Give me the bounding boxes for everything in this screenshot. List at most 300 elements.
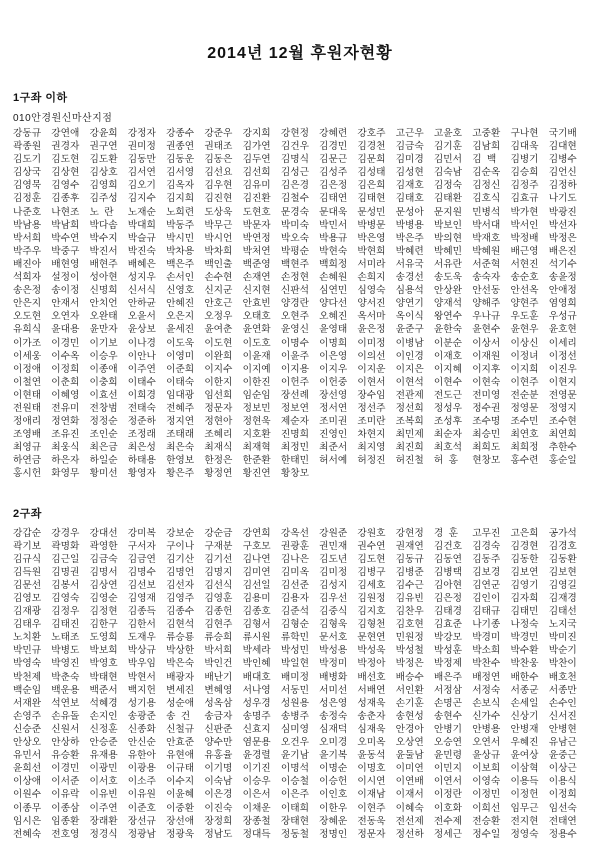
donor-name: 백운용 (51, 684, 80, 696)
donor-name: 진명희 (280, 429, 309, 441)
donor-name: 김옥자 (166, 180, 195, 192)
donor-name: 황미선 (89, 468, 118, 480)
donor-name: 구재분 (204, 540, 233, 552)
donor-name: 홍시헌 (13, 468, 42, 480)
donor-name: 김은경 (280, 180, 309, 192)
donor-name: 이상근 (548, 763, 577, 775)
donor-name: 곽기보 (13, 540, 42, 552)
donor-name: 김지수 (127, 193, 156, 205)
donor-name: 권경자 (51, 141, 80, 153)
donor-name: 김대욱 (510, 141, 539, 153)
donor-name: 이용식 (548, 776, 577, 788)
donor-name (510, 467, 548, 480)
donor-name: 유한아 (127, 750, 156, 762)
donor-name: 김재광 (13, 606, 42, 618)
donor-name: 노치환 (13, 632, 42, 644)
donor-name: 이헌주 (280, 376, 309, 388)
donor-name: 노희련 (166, 206, 195, 218)
donor-name: 류승희 (204, 632, 233, 644)
donor-name: 김동운 (166, 154, 195, 166)
donor-name: 이영미 (166, 350, 195, 362)
donor-name: 신지군 (204, 285, 233, 297)
donor-name: 이현석 (395, 376, 424, 388)
donor-name: 유승환 (51, 750, 80, 762)
donor-name: 왕연수 (433, 311, 462, 323)
donor-name: 김병준 (395, 566, 424, 578)
donor-name: 최은금 (89, 442, 118, 454)
donor-name: 윤중근 (548, 750, 577, 762)
donor-name: 윤호현 (548, 324, 577, 336)
donor-name: 박중구 (51, 245, 80, 257)
donor-name: 류승룡 (166, 632, 195, 644)
donor-name: 이용득 (510, 776, 539, 788)
donor-name: 김은정 (433, 593, 462, 604)
donor-name: 구서자 (127, 540, 156, 552)
donor-name: 박진숙 (127, 245, 156, 257)
donor-name: 최정민 (280, 442, 309, 454)
donor-name: 윤기남 (280, 750, 309, 762)
donor-name: 조미란 (357, 416, 386, 428)
donor-name: 안병재 (510, 723, 539, 735)
donor-name: 이주연 (127, 363, 156, 375)
donor-name: 김유미 (242, 180, 271, 192)
donor-name: 김종수 (166, 606, 195, 618)
donor-name: 임시은 (13, 815, 42, 827)
donor-name: 박차희 (204, 245, 233, 257)
donor-name: 이태숙 (166, 376, 195, 388)
donor-name: 신상기 (510, 710, 539, 722)
donor-name: 윤연화 (242, 324, 271, 336)
donor-name: 김영훈 (204, 593, 233, 604)
donor-name: 김영숙 (51, 593, 80, 604)
donor-name: 박일현 (280, 658, 309, 670)
donor-name: 박찬이 (548, 658, 577, 670)
donor-name: 정현아 (204, 416, 233, 428)
donor-name: 고윤호 (433, 128, 462, 139)
donor-name: 김경숙 (472, 540, 501, 552)
donor-name: 허 홍 (433, 455, 459, 467)
donor-name: 박성욱 (357, 645, 386, 657)
donor-name: 이기보 (89, 337, 118, 349)
donor-name: 김서연 (127, 167, 156, 179)
donor-name: 신지현 (242, 285, 271, 297)
donor-name: 유홍율 (204, 750, 233, 762)
donor-name: 전원태 (13, 402, 42, 414)
donor-name: 박현서 (127, 671, 156, 683)
donor-name: 김형천 (357, 619, 386, 631)
donor-name: 신승준 (13, 723, 42, 735)
donor-name: 전순분 (510, 389, 539, 401)
donor-name: 이승철 (280, 776, 309, 788)
donor-name: 강정자 (127, 128, 156, 139)
donor-name: 양해주 (472, 298, 501, 310)
donor-name: 윤여상 (510, 750, 539, 762)
donor-name: 강연희 (242, 527, 271, 539)
donor-name: 염영희 (548, 298, 577, 310)
donor-name: 손수인 (548, 697, 577, 709)
donor-name: 박춘숙 (51, 671, 80, 683)
donor-name: 안신순 (127, 737, 156, 749)
donor-name: 배혜은 (127, 258, 156, 270)
donor-name: 박의현 (433, 232, 462, 244)
donor-name (319, 467, 357, 480)
donor-name: 박성철 (395, 645, 424, 657)
donor-name: 신종화 (127, 723, 156, 735)
donor-name: 도현호 (242, 206, 271, 218)
donor-name: 김동연 (433, 553, 462, 565)
donor-name: 박인혜 (242, 658, 271, 670)
donor-name: 서유국 (395, 258, 424, 270)
donor-name: 신정훈 (89, 723, 118, 735)
donor-name: 김득원 (13, 566, 42, 578)
donor-name: 윤동석 (357, 750, 386, 762)
donor-name: 권미정 (127, 141, 156, 153)
donor-name: 배현영 (51, 258, 80, 270)
donor-name: 염문용 (242, 737, 271, 749)
donor-name: 이은서 (242, 789, 271, 801)
donor-name: 최희정 (510, 442, 539, 454)
donor-name (434, 467, 472, 480)
donor-name: 허진철 (395, 455, 424, 467)
donor-name: 김상호 (89, 167, 118, 179)
donor-name: 정애리 (13, 416, 42, 428)
donor-name: 조복희 (395, 416, 424, 428)
section2-header: 2구좌 (13, 507, 42, 520)
donor-name: 나준호 (13, 206, 42, 218)
donor-name: 김영주 (166, 593, 195, 604)
donor-name: 김태민 (510, 606, 539, 618)
donor-name: 심재욱 (357, 723, 386, 735)
donor-name: 김병수 (548, 154, 577, 166)
donor-name: 변세진 (166, 684, 195, 696)
donor-name: 박미숙 (280, 219, 309, 231)
donor-name: 민병석 (472, 206, 501, 218)
donor-name: 하은자 (51, 455, 80, 467)
donor-name: 김성주 (319, 167, 348, 179)
donor-name: 조인순 (89, 429, 118, 441)
donor-name: 배은주 (433, 671, 462, 683)
donor-name: 성지우 (127, 272, 156, 284)
donor-name: 박세라 (242, 645, 271, 657)
donor-name: 박진서 (89, 245, 118, 257)
donor-name: 김정숙 (433, 180, 462, 192)
donor-name: 나기도 (548, 193, 577, 205)
donor-name: 김형욱 (319, 619, 348, 631)
donor-name: 김진환 (242, 193, 271, 205)
donor-name (472, 467, 510, 480)
donor-name: 권수연 (357, 540, 386, 552)
donor-name: 오도현 (13, 311, 42, 323)
donor-name: 박태현 (89, 671, 118, 683)
donor-name: 박소희 (472, 645, 501, 657)
donor-name: 박혜민 (433, 245, 462, 257)
donor-name: 이광민 (89, 763, 118, 775)
donor-name: 서나영 (242, 684, 271, 696)
donor-name: 한정은 (204, 455, 233, 467)
donor-name: 박영호 (89, 658, 118, 670)
donor-name: 안효빈 (242, 298, 271, 310)
donor-name: 이태수 (127, 376, 156, 388)
donor-name: 김종득 (127, 606, 156, 618)
donor-name: 백인출 (204, 258, 233, 270)
donor-name: 김상국 (13, 167, 42, 179)
donor-name: 김언신 (548, 167, 577, 179)
donor-name: 강현정 (395, 527, 424, 539)
page-title: 2014년 12월 후원자현황 (207, 45, 393, 62)
donor-name: 이태희 (280, 802, 309, 814)
donor-name: 권구연 (89, 141, 118, 153)
donor-name: 안병기 (433, 723, 462, 735)
donor-name: 김선요 (204, 167, 233, 179)
donor-name: 김효준 (433, 619, 462, 631)
donor-name: 배선호 (357, 671, 386, 683)
donor-name: 이경민 (51, 337, 80, 349)
donor-name: 곽종원 (13, 141, 42, 153)
donor-name: 김금숙 (395, 141, 424, 153)
donor-name: 구이나 (166, 540, 195, 552)
donor-name: 이현숙 (472, 376, 501, 388)
donor-name (357, 467, 395, 480)
donor-name: 박정은 (548, 232, 577, 244)
donor-name: 박연정 (242, 232, 271, 244)
donor-name: 이광용 (127, 763, 156, 775)
donor-name: 박수지 (89, 232, 118, 244)
donor-name: 이원수 (13, 789, 42, 801)
donor-name: 김영묵 (13, 180, 42, 192)
donor-name: 강동규 (13, 128, 42, 139)
donor-name: 전창범 (89, 402, 118, 414)
donor-name: 박병도 (51, 645, 80, 657)
donor-name: 강현정 (280, 128, 309, 139)
donor-name: 박상규 (127, 645, 156, 657)
donor-name: 추한수 (548, 442, 577, 454)
donor-name: 안재서 (51, 298, 80, 310)
donor-name: 임선숙 (548, 802, 577, 814)
donor-name: 이한지 (204, 376, 233, 388)
donor-name: 정광남 (127, 828, 156, 840)
donor-name: 박정제 (433, 658, 462, 670)
donor-name: 김정현 (89, 606, 118, 618)
donor-name: 박무근 (204, 219, 233, 231)
donor-name: 이현태 (13, 389, 42, 401)
donor-name: 백은주 (166, 258, 195, 270)
donor-name: 구호모 (242, 540, 271, 552)
donor-name: 문성민 (357, 206, 386, 218)
donor-name: 임종환 (51, 815, 80, 827)
donor-name: 정동철 (280, 828, 309, 840)
donor-name: 이명석 (280, 763, 309, 775)
donor-name: 이지수 (204, 363, 233, 375)
donor-name: 전태숙 (127, 402, 156, 414)
donor-name: 서준혁 (472, 258, 501, 270)
donor-name: 윤대용 (51, 324, 80, 336)
donor-name: 김형순 (280, 619, 309, 631)
donor-name: 김연군 (472, 579, 501, 591)
donor-name-grid-1 (13, 127, 587, 481)
donor-name (396, 467, 434, 480)
donor-name: 정용수 (548, 828, 577, 840)
donor-name: 손세일 (510, 697, 539, 709)
donor-name: 김준석 (280, 606, 309, 618)
donor-name: 박주우 (13, 245, 42, 257)
donor-name: 이종삼 (51, 802, 80, 814)
donor-name: 김건우 (280, 141, 309, 153)
donor-name: 정영문 (510, 402, 539, 414)
donor-name: 정문자 (204, 402, 233, 414)
donor-name: 오건우 (280, 737, 309, 749)
donor-name: 이인호 (319, 789, 348, 801)
donor-name: 황영자 (127, 468, 156, 480)
donor-name: 박슬규 (127, 232, 156, 244)
donor-name: 김보연 (510, 566, 539, 578)
donor-name: 서배연 (357, 684, 386, 696)
donor-name: 조정래 (127, 429, 156, 441)
donor-name: 손유돌 (51, 710, 80, 722)
donor-name: 지호환 (242, 429, 271, 441)
donor-name: 문지원 (433, 206, 462, 218)
donor-name: 신서식 (127, 285, 156, 297)
donor-name: 국기배 (548, 128, 577, 139)
donor-name: 신가수 (472, 710, 501, 722)
donor-name: 김문근 (319, 154, 348, 166)
donor-name: 김보현 (548, 566, 577, 578)
donor-name: 황진연 (242, 468, 271, 480)
donor-name: 박처연 (242, 245, 271, 257)
donor-name: 김순옥 (472, 167, 501, 179)
donor-name-grid-2 (13, 527, 587, 841)
donor-name: 박상한 (166, 645, 195, 657)
donor-name: 오상연 (395, 737, 424, 749)
donor-name: 하연금 (13, 455, 42, 467)
donor-name: 최호석 (433, 442, 462, 454)
donor-name: 최순자 (433, 429, 462, 441)
donor-name: 김미옥 (280, 566, 309, 578)
donor-name: 박서희 (204, 645, 233, 657)
donor-name: 박대희 (127, 219, 156, 231)
donor-name: 이규태 (166, 763, 195, 775)
donor-name: 정수일 (472, 828, 501, 840)
donor-name: 김정신 (472, 180, 501, 192)
donor-name: 김한구 (89, 619, 118, 631)
donor-name: 고근우 (395, 128, 424, 139)
donor-name: 오미경 (319, 737, 348, 749)
donor-name: 서종만 (548, 684, 577, 696)
donor-name: 이혜숙 (395, 802, 424, 814)
donor-name: 도상욱 (204, 206, 233, 218)
donor-name: 박보인 (433, 219, 462, 231)
donor-name: 최웅식 (51, 442, 80, 454)
donor-name: 김태호 (395, 193, 424, 205)
donor-name: 이지용 (280, 363, 309, 375)
donor-name: 김문희 (357, 154, 386, 166)
donor-name: 배근영 (510, 245, 539, 257)
donor-name: 김도환 (89, 154, 118, 166)
donor-name: 이지운 (357, 363, 386, 375)
donor-name: 양연기 (395, 298, 424, 310)
donor-name: 이춘희 (51, 376, 80, 388)
donor-name: 이윤주 (280, 350, 309, 362)
donor-name: 하태용 (127, 455, 156, 467)
donor-name: 민원정 (395, 632, 424, 644)
donor-name: 김지희 (166, 193, 195, 205)
donor-name: 최진희 (395, 442, 424, 454)
donor-name: 조미권 (319, 416, 348, 428)
donor-name: 조수현 (548, 416, 577, 428)
donor-name: 김경현 (510, 540, 539, 552)
donor-name: 김찬우 (395, 606, 424, 618)
donor-name: 백지헌 (127, 684, 156, 696)
donor-name: 박현희 (357, 245, 386, 257)
donor-name: 도재우 (127, 632, 156, 644)
donor-name: 이정희 (548, 789, 577, 801)
donor-name: 김영수 (51, 180, 80, 192)
donor-name: 이정애 (13, 363, 42, 375)
donor-name: 조영배 (13, 429, 42, 441)
donor-name: 이시연 (357, 776, 386, 788)
donor-name: 정성우 (433, 402, 462, 414)
donor-name: 박찬웅 (510, 658, 539, 670)
donor-name: 차현지 (357, 429, 386, 441)
donor-name: 성우경 (242, 697, 271, 709)
donor-name: 석연보 (51, 697, 80, 709)
donor-name: 박정배 (510, 232, 539, 244)
donor-name: 최영규 (13, 442, 42, 454)
donor-name: 이현주 (510, 376, 539, 388)
donor-name: 조혜리 (204, 429, 233, 441)
donor-name: 박수연 (51, 232, 80, 244)
donor-name: 석기수 (548, 258, 577, 270)
donor-name: 안상하 (51, 737, 80, 749)
donor-name: 김명언 (166, 566, 195, 578)
donor-name: 이재호 (433, 350, 462, 362)
donor-name: 이종애 (89, 363, 118, 375)
donor-name: 이서호 (89, 776, 118, 788)
donor-name: 서인환 (395, 684, 424, 696)
donor-name: 박순기 (548, 645, 577, 657)
donor-name: 송명주 (242, 710, 271, 722)
donor-name: 윤상보 (127, 324, 156, 336)
donor-name: 김동은 (204, 154, 233, 166)
donor-name: 전혜숙 (13, 828, 42, 840)
donor-name: 강보순 (166, 527, 195, 539)
donor-name: 김명권 (51, 566, 80, 578)
donor-name: 이보희 (472, 763, 501, 775)
donor-name: 배승수 (395, 671, 424, 683)
donor-name: 강종수 (166, 128, 195, 139)
donor-name: 김태선 (548, 606, 577, 618)
donor-name: 이나경 (127, 337, 156, 349)
donor-name: 배은진 (548, 245, 577, 257)
donor-name: 정정순 (89, 416, 118, 428)
donor-name: 오정우 (204, 311, 233, 323)
donor-name: 이중환 (166, 802, 195, 814)
donor-name: 김성태 (357, 167, 386, 179)
donor-name: 박용규 (319, 232, 348, 244)
donor-name: 박혜원 (472, 245, 501, 257)
donor-name: 나현조 (51, 206, 80, 218)
donor-name: 이미정 (357, 337, 386, 349)
donor-name: 양수만 (204, 737, 233, 749)
donor-name: 전혜주 (166, 402, 195, 414)
donor-name: 정문자 (357, 828, 386, 840)
donor-name: 송숙자 (472, 272, 501, 284)
donor-name: 도영희 (89, 632, 118, 644)
donor-name: 황정연 (204, 468, 233, 480)
donor-name: 정영숙 (510, 828, 539, 840)
donor-name: 안효준 (166, 737, 195, 749)
donor-name: 배병화 (319, 671, 348, 683)
donor-name: 손재연 (242, 272, 271, 284)
